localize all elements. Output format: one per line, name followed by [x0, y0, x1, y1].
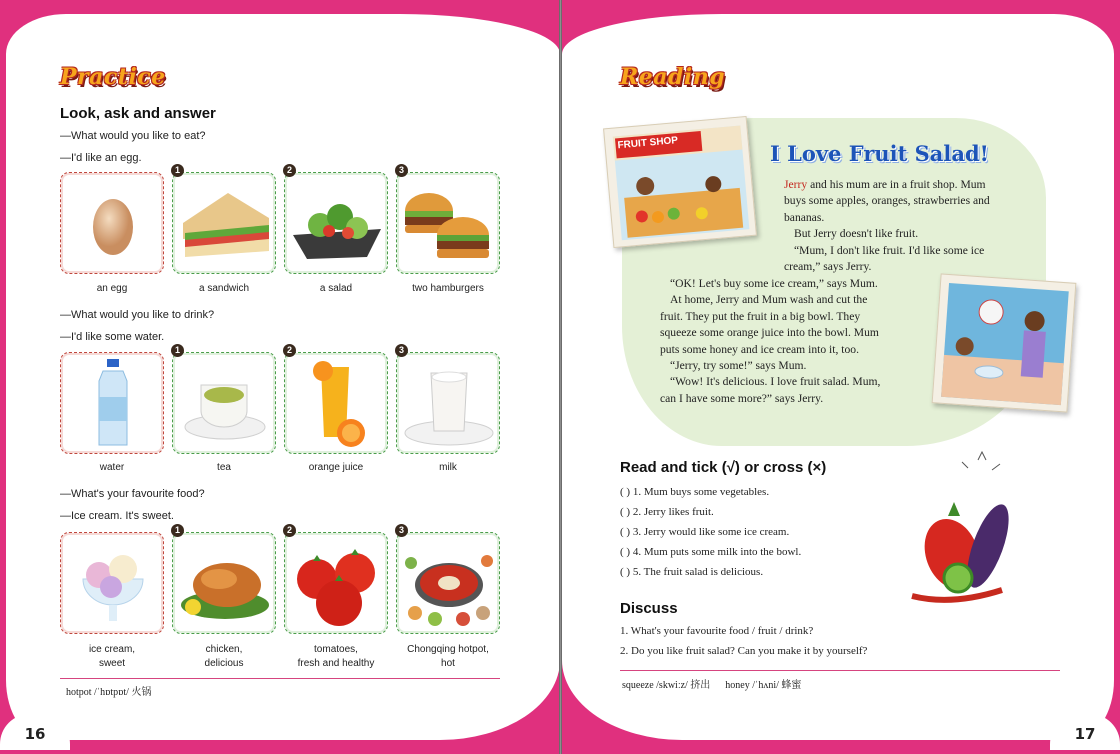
- water-bottle-image: [61, 353, 165, 455]
- story-para-2: “OK! Let's buy some ice cream,” says Mum. At home, Jerry and Mum wash and cut the fruit. They put the fruit in a big bowl. They squeeze some orange juice into the bowl. Mum puts some honey and ice cream into it, too. “Jerry, try some!” says Mum. “Wow! It's delicious. I love fruit salad. Mum, can I have some more?” says Jerry.: [660, 277, 881, 405]
- card-tea: [172, 352, 276, 454]
- caption-hotpot-1: Chongqing hotpot,: [407, 644, 489, 655]
- ice-cream-image: [61, 533, 165, 635]
- story-name: Jerry: [784, 178, 808, 191]
- answer-eat: —I'd like an egg.: [60, 152, 142, 164]
- caption-egg: an egg: [96, 283, 128, 294]
- question-eat: —What would you like to eat?: [60, 130, 206, 142]
- kitchen-illustration: [933, 274, 1078, 413]
- left-heading: Look, ask and answer: [60, 105, 216, 122]
- number-badge: 2: [283, 164, 296, 177]
- kitchen-picture: [932, 273, 1077, 412]
- hamburger-image: [397, 173, 501, 275]
- egg-image: [61, 173, 165, 275]
- caption-chicken-1: chicken,: [205, 644, 243, 655]
- tea-cup-image: [173, 353, 277, 455]
- number-badge: 3: [395, 524, 408, 537]
- answer-drink: —I'd like some water.: [60, 331, 165, 343]
- number-badge: 1: [171, 524, 184, 537]
- practice-logo: Practice: [60, 64, 166, 90]
- tick-item: ( ) 3. Jerry would like some ice cream.: [620, 526, 790, 538]
- roast-chicken-image: [173, 533, 277, 635]
- tick-item: ( ) 2. Jerry likes fruit.: [620, 506, 714, 518]
- caption-hotpot-2: hot: [441, 658, 455, 669]
- tick-item: ( ) 5. The fruit salad is delicious.: [620, 566, 764, 578]
- card-sandwich: [172, 172, 276, 274]
- card-hamburgers: [396, 172, 500, 274]
- story-para-1: Jerry and his mum are in a fruit shop. Mum buys some apples, oranges, strawberries and bananas. But Jerry doesn't like fruit. “Mum, I don't like fruit. I'd like some ice cream,” says Jerry.: [784, 178, 990, 274]
- tick-item: ( ) 4. Mum puts some milk into the bowl.: [620, 546, 802, 558]
- question-drink: —What would you like to drink?: [60, 309, 215, 321]
- number-badge: 2: [283, 344, 296, 357]
- tomatoes-image: [285, 533, 389, 635]
- fruit-shop-picture: [603, 116, 757, 248]
- page-number-right: 17: [1050, 714, 1120, 750]
- caption-tomatoes-2: fresh and healthy: [297, 658, 375, 669]
- card-chicken: [172, 532, 276, 634]
- answer-food: —Ice cream. It's sweet.: [60, 510, 174, 522]
- caption-chicken-2: delicious: [204, 658, 244, 669]
- footer-divider: [620, 670, 1060, 671]
- story-title: I Love Fruit Salad!: [770, 141, 989, 166]
- vegetables-illustration: [892, 450, 1032, 610]
- card-ice-cream: [60, 532, 164, 634]
- caption-tea: tea: [217, 462, 231, 473]
- caption-hamburgers: two hamburgers: [412, 283, 484, 294]
- book-spine: [559, 0, 562, 754]
- salad-image: [285, 173, 389, 275]
- number-badge: 1: [171, 164, 184, 177]
- milk-glass-image: [397, 353, 501, 455]
- sandwich-image: [173, 173, 277, 275]
- card-milk: [396, 352, 500, 454]
- orange-juice-image: [285, 353, 389, 455]
- card-orange-juice: [284, 352, 388, 454]
- discuss-heading: Discuss: [620, 600, 678, 617]
- vocab-note: hotpot /ˈhɒtpɒt/ 火锅: [66, 687, 152, 698]
- discuss-item: 1. What's your favourite food / fruit / drink?: [620, 625, 814, 637]
- right-page: [562, 14, 1114, 740]
- tick-item: ( ) 1. Mum buys some vegetables.: [620, 486, 770, 498]
- caption-ice-cream-1: ice cream,: [88, 644, 136, 655]
- discuss-item: 2. Do you like fruit salad? Can you make it by yourself?: [620, 645, 868, 657]
- card-salad: [284, 172, 388, 274]
- card-water: [60, 352, 164, 454]
- number-badge: 3: [395, 344, 408, 357]
- tick-heading: Read and tick (√) or cross (×): [620, 459, 827, 476]
- fruit-shop-sign: FRUIT SHOP: [617, 135, 679, 152]
- card-egg: [60, 172, 164, 274]
- caption-tomatoes-1: tomatoes,: [314, 644, 358, 655]
- number-badge: 1: [171, 344, 184, 357]
- footer-divider: [60, 678, 500, 679]
- hotpot-image: [397, 533, 501, 635]
- caption-milk: milk: [439, 462, 457, 473]
- card-hotpot: [396, 532, 500, 634]
- caption-orange-juice: orange juice: [308, 462, 364, 473]
- card-tomatoes: [284, 532, 388, 634]
- vocab-note: squeeze /skwiːz/ 挤出 honey /ˈhʌni/ 蜂蜜: [622, 680, 802, 691]
- reading-logo: Reading: [620, 64, 726, 90]
- question-food: —What's your favourite food?: [60, 488, 205, 500]
- caption-salad: a salad: [319, 283, 353, 294]
- caption-ice-cream-2: sweet: [98, 658, 126, 669]
- number-badge: 2: [283, 524, 296, 537]
- caption-sandwich: a sandwich: [198, 283, 250, 294]
- fruit-shop-illustration: [604, 117, 758, 249]
- left-page: [6, 14, 560, 740]
- page-number-left: 16: [0, 714, 70, 750]
- caption-water: water: [99, 462, 125, 473]
- number-badge: 3: [395, 164, 408, 177]
